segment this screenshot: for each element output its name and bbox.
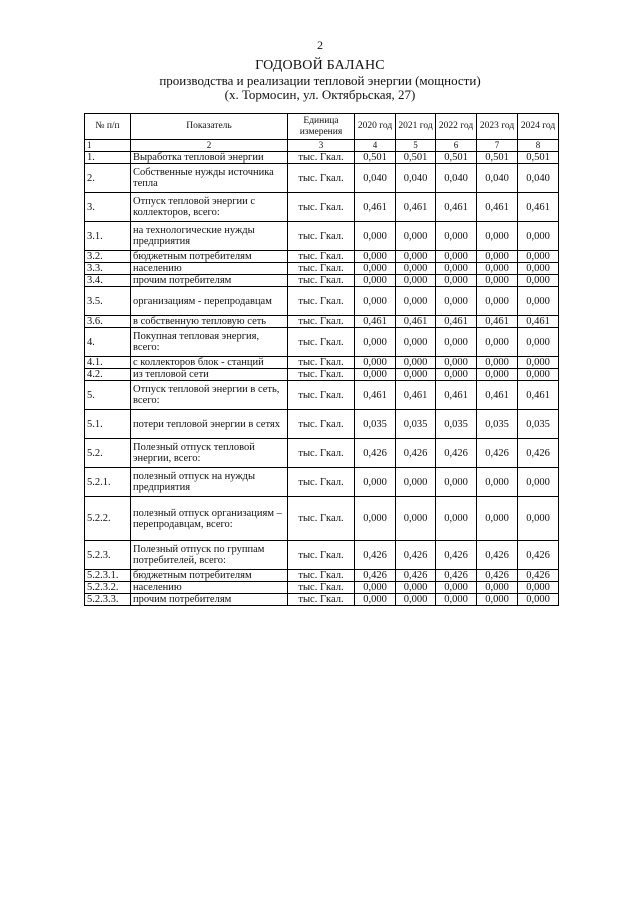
value-cell: 0,000 xyxy=(477,357,518,369)
indicator-name: Отпуск тепловой энергии в сеть, всего: xyxy=(131,381,288,410)
unit-cell: тыс. Гкал. xyxy=(288,275,355,287)
value-cell: 0,461 xyxy=(396,193,436,222)
row-number: 5.2.2. xyxy=(85,497,131,541)
value-cell: 0,000 xyxy=(436,251,477,263)
value-cell: 0,000 xyxy=(518,468,559,497)
value-cell: 0,461 xyxy=(355,193,396,222)
table-row xyxy=(85,152,559,164)
value-cell: 0,000 xyxy=(477,275,518,287)
table-row xyxy=(85,263,559,275)
row-number: 3.6. xyxy=(85,316,131,328)
value-cell: 0,461 xyxy=(436,316,477,328)
value-cell: 0,426 xyxy=(436,439,477,468)
value-cell: 0,461 xyxy=(518,316,559,328)
row-number: 3.4. xyxy=(85,275,131,287)
value-cell: 0,000 xyxy=(477,582,518,594)
value-cell: 0,000 xyxy=(477,497,518,541)
indicator-name: Полезный отпуск по группам потребителей, всего: xyxy=(131,541,288,570)
indicator-name: Полезный отпуск тепловой энергии, всего: xyxy=(131,439,288,468)
unit-cell: тыс. Гкал. xyxy=(288,497,355,541)
value-cell: 0,000 xyxy=(396,582,436,594)
value-cell: 0,461 xyxy=(355,316,396,328)
value-cell: 0,035 xyxy=(518,410,559,439)
value-cell: 0,501 xyxy=(518,152,559,164)
unit-cell: тыс. Гкал. xyxy=(288,193,355,222)
value-cell: 0,000 xyxy=(518,251,559,263)
indicator-name: прочим потребителям xyxy=(131,275,288,287)
unit-cell: тыс. Гкал. xyxy=(288,357,355,369)
column-number: 6 xyxy=(436,140,477,152)
value-cell: 0,000 xyxy=(396,369,436,381)
row-number: 3.2. xyxy=(85,251,131,263)
table-row xyxy=(85,582,559,594)
unit-cell: тыс. Гкал. xyxy=(288,369,355,381)
unit-cell: тыс. Гкал. xyxy=(288,594,355,606)
value-cell: 0,000 xyxy=(436,222,477,251)
value-cell: 0,000 xyxy=(396,468,436,497)
value-cell: 0,000 xyxy=(436,582,477,594)
value-cell: 0,461 xyxy=(396,316,436,328)
value-cell: 0,461 xyxy=(477,193,518,222)
row-number: 3.3. xyxy=(85,263,131,275)
unit-cell: тыс. Гкал. xyxy=(288,316,355,328)
indicator-name: Отпуск тепловой энергии с коллекторов, всего: xyxy=(131,193,288,222)
table-row xyxy=(85,193,559,222)
table-row xyxy=(85,251,559,263)
value-cell: 0,000 xyxy=(477,222,518,251)
header-2022: 2022 год xyxy=(436,114,477,140)
subtitle-line-1: производства и реализации тепловой энергии (мощности) xyxy=(159,73,481,88)
value-cell: 0,040 xyxy=(436,164,477,193)
value-cell: 0,035 xyxy=(477,410,518,439)
value-cell: 0,000 xyxy=(355,263,396,275)
value-cell: 0,426 xyxy=(436,541,477,570)
table-row xyxy=(85,594,559,606)
indicator-name: с коллекторов блок - станций xyxy=(131,357,288,369)
value-cell: 0,000 xyxy=(355,275,396,287)
unit-cell: тыс. Гкал. xyxy=(288,251,355,263)
header-2020: 2020 год xyxy=(355,114,396,140)
unit-cell: тыс. Гкал. xyxy=(288,287,355,316)
value-cell: 0,461 xyxy=(396,381,436,410)
value-cell: 0,426 xyxy=(518,439,559,468)
table-row xyxy=(85,357,559,369)
value-cell: 0,000 xyxy=(477,287,518,316)
indicator-name: на технологические нужды предприятия xyxy=(131,222,288,251)
indicator-name: населению xyxy=(131,582,288,594)
unit-cell: тыс. Гкал. xyxy=(288,582,355,594)
value-cell: 0,000 xyxy=(436,328,477,357)
header-2021: 2021 год xyxy=(396,114,436,140)
value-cell: 0,426 xyxy=(355,541,396,570)
column-number-row xyxy=(85,140,559,152)
value-cell: 0,461 xyxy=(436,381,477,410)
value-cell: 0,000 xyxy=(355,357,396,369)
value-cell: 0,000 xyxy=(518,328,559,357)
value-cell: 0,461 xyxy=(477,381,518,410)
value-cell: 0,000 xyxy=(436,263,477,275)
subtitle-line-2: (х. Тормосин, ул. Октябрьская, 27) xyxy=(224,87,416,102)
value-cell: 0,000 xyxy=(518,263,559,275)
indicator-name: бюджетным потребителям xyxy=(131,570,288,582)
value-cell: 0,000 xyxy=(518,582,559,594)
value-cell: 0,426 xyxy=(355,570,396,582)
value-cell: 0,000 xyxy=(396,357,436,369)
column-number: 7 xyxy=(477,140,518,152)
indicator-name: потери тепловой энергии в сетях xyxy=(131,410,288,439)
table-row xyxy=(85,328,559,357)
table-row xyxy=(85,275,559,287)
header-2023: 2023 год xyxy=(477,114,518,140)
table-body xyxy=(85,152,559,606)
unit-cell: тыс. Гкал. xyxy=(288,263,355,275)
unit-cell: тыс. Гкал. xyxy=(288,570,355,582)
row-number: 5. xyxy=(85,381,131,410)
value-cell: 0,040 xyxy=(396,164,436,193)
unit-cell: тыс. Гкал. xyxy=(288,381,355,410)
value-cell: 0,000 xyxy=(355,468,396,497)
value-cell: 0,501 xyxy=(436,152,477,164)
row-number: 5.2.1. xyxy=(85,468,131,497)
value-cell: 0,426 xyxy=(477,439,518,468)
value-cell: 0,035 xyxy=(396,410,436,439)
column-number: 2 xyxy=(131,140,288,152)
value-cell: 0,426 xyxy=(396,541,436,570)
value-cell: 0,000 xyxy=(477,369,518,381)
header-unit: Единица измерения xyxy=(288,114,355,140)
value-cell: 0,035 xyxy=(436,410,477,439)
indicator-name: полезный отпуск организациям – перепродавцам, всего: xyxy=(131,497,288,541)
table-row xyxy=(85,381,559,410)
header-name: Показатель xyxy=(131,114,288,140)
value-cell: 0,000 xyxy=(436,357,477,369)
value-cell: 0,040 xyxy=(518,164,559,193)
indicator-name: Покупная тепловая энергия, всего: xyxy=(131,328,288,357)
indicator-name: полезный отпуск на нужды предприятия xyxy=(131,468,288,497)
value-cell: 0,000 xyxy=(396,287,436,316)
value-cell: 0,000 xyxy=(355,594,396,606)
value-cell: 0,000 xyxy=(477,263,518,275)
row-number: 5.2.3.1. xyxy=(85,570,131,582)
value-cell: 0,426 xyxy=(477,570,518,582)
value-cell: 0,426 xyxy=(355,439,396,468)
value-cell: 0,000 xyxy=(436,369,477,381)
value-cell: 0,000 xyxy=(396,594,436,606)
table-row xyxy=(85,222,559,251)
row-number: 5.2.3. xyxy=(85,541,131,570)
value-cell: 0,000 xyxy=(518,357,559,369)
value-cell: 0,000 xyxy=(477,594,518,606)
value-cell: 0,426 xyxy=(436,570,477,582)
document-title: ГОДОВОЙ БАЛАНС xyxy=(255,58,385,73)
value-cell: 0,035 xyxy=(355,410,396,439)
unit-cell: тыс. Гкал. xyxy=(288,439,355,468)
value-cell: 0,000 xyxy=(477,468,518,497)
value-cell: 0,040 xyxy=(355,164,396,193)
unit-cell: тыс. Гкал. xyxy=(288,410,355,439)
value-cell: 0,000 xyxy=(396,251,436,263)
indicator-name: из тепловой сети xyxy=(131,369,288,381)
row-number: 3.1. xyxy=(85,222,131,251)
table-row xyxy=(85,369,559,381)
table-row xyxy=(85,570,559,582)
value-cell: 0,000 xyxy=(355,251,396,263)
column-number: 1 xyxy=(85,140,131,152)
value-cell: 0,461 xyxy=(436,193,477,222)
header-no: № п/п xyxy=(85,114,131,140)
table-row xyxy=(85,497,559,541)
value-cell: 0,461 xyxy=(355,381,396,410)
value-cell: 0,000 xyxy=(518,275,559,287)
value-cell: 0,426 xyxy=(396,439,436,468)
row-number: 2. xyxy=(85,164,131,193)
value-cell: 0,000 xyxy=(355,328,396,357)
table-row xyxy=(85,468,559,497)
value-cell: 0,000 xyxy=(436,594,477,606)
header-row xyxy=(85,114,559,140)
value-cell: 0,000 xyxy=(436,275,477,287)
value-cell: 0,000 xyxy=(355,287,396,316)
value-cell: 0,501 xyxy=(477,152,518,164)
row-number: 5.1. xyxy=(85,410,131,439)
unit-cell: тыс. Гкал. xyxy=(288,328,355,357)
indicator-name: Выработка тепловой энергии xyxy=(131,152,288,164)
value-cell: 0,000 xyxy=(396,222,436,251)
row-number: 5.2. xyxy=(85,439,131,468)
column-number: 4 xyxy=(355,140,396,152)
value-cell: 0,000 xyxy=(396,275,436,287)
row-number: 4. xyxy=(85,328,131,357)
value-cell: 0,501 xyxy=(355,152,396,164)
table-row xyxy=(85,164,559,193)
value-cell: 0,000 xyxy=(518,497,559,541)
document-subtitle xyxy=(0,74,640,102)
row-number: 4.2. xyxy=(85,369,131,381)
value-cell: 0,000 xyxy=(355,497,396,541)
indicator-name: в собственную тепловую сеть xyxy=(131,316,288,328)
row-number: 3.5. xyxy=(85,287,131,316)
table-row xyxy=(85,287,559,316)
indicator-name: прочим потребителям xyxy=(131,594,288,606)
indicator-name: бюджетным потребителям xyxy=(131,251,288,263)
value-cell: 0,000 xyxy=(355,222,396,251)
value-cell: 0,000 xyxy=(436,287,477,316)
value-cell: 0,000 xyxy=(436,468,477,497)
unit-cell: тыс. Гкал. xyxy=(288,468,355,497)
unit-cell: тыс. Гкал. xyxy=(288,164,355,193)
row-number: 3. xyxy=(85,193,131,222)
column-number: 3 xyxy=(288,140,355,152)
value-cell: 0,000 xyxy=(518,594,559,606)
value-cell: 0,040 xyxy=(477,164,518,193)
row-number: 4.1. xyxy=(85,357,131,369)
row-number: 1. xyxy=(85,152,131,164)
value-cell: 0,501 xyxy=(396,152,436,164)
value-cell: 0,461 xyxy=(477,316,518,328)
unit-cell: тыс. Гкал. xyxy=(288,541,355,570)
value-cell: 0,426 xyxy=(518,570,559,582)
table-row xyxy=(85,316,559,328)
indicator-name: организациям - перепродавцам xyxy=(131,287,288,316)
unit-cell: тыс. Гкал. xyxy=(288,222,355,251)
value-cell: 0,426 xyxy=(396,570,436,582)
value-cell: 0,000 xyxy=(396,328,436,357)
value-cell: 0,000 xyxy=(355,369,396,381)
row-number: 5.2.3.3. xyxy=(85,594,131,606)
value-cell: 0,426 xyxy=(477,541,518,570)
table-row xyxy=(85,541,559,570)
unit-cell: тыс. Гкал. xyxy=(288,152,355,164)
value-cell: 0,000 xyxy=(436,497,477,541)
page-number: 2 xyxy=(317,38,323,52)
value-cell: 0,461 xyxy=(518,381,559,410)
value-cell: 0,426 xyxy=(518,541,559,570)
value-cell: 0,000 xyxy=(518,287,559,316)
table-row xyxy=(85,410,559,439)
value-cell: 0,461 xyxy=(518,193,559,222)
value-cell: 0,000 xyxy=(518,222,559,251)
value-cell: 0,000 xyxy=(518,369,559,381)
column-number: 5 xyxy=(396,140,436,152)
table-row xyxy=(85,439,559,468)
header-2024: 2024 год xyxy=(518,114,559,140)
value-cell: 0,000 xyxy=(355,582,396,594)
balance-table xyxy=(84,113,559,606)
value-cell: 0,000 xyxy=(396,497,436,541)
indicator-name: населению xyxy=(131,263,288,275)
row-number: 5.2.3.2. xyxy=(85,582,131,594)
indicator-name: Собственные нужды источника тепла xyxy=(131,164,288,193)
value-cell: 0,000 xyxy=(477,251,518,263)
value-cell: 0,000 xyxy=(477,328,518,357)
column-number: 8 xyxy=(518,140,559,152)
value-cell: 0,000 xyxy=(396,263,436,275)
